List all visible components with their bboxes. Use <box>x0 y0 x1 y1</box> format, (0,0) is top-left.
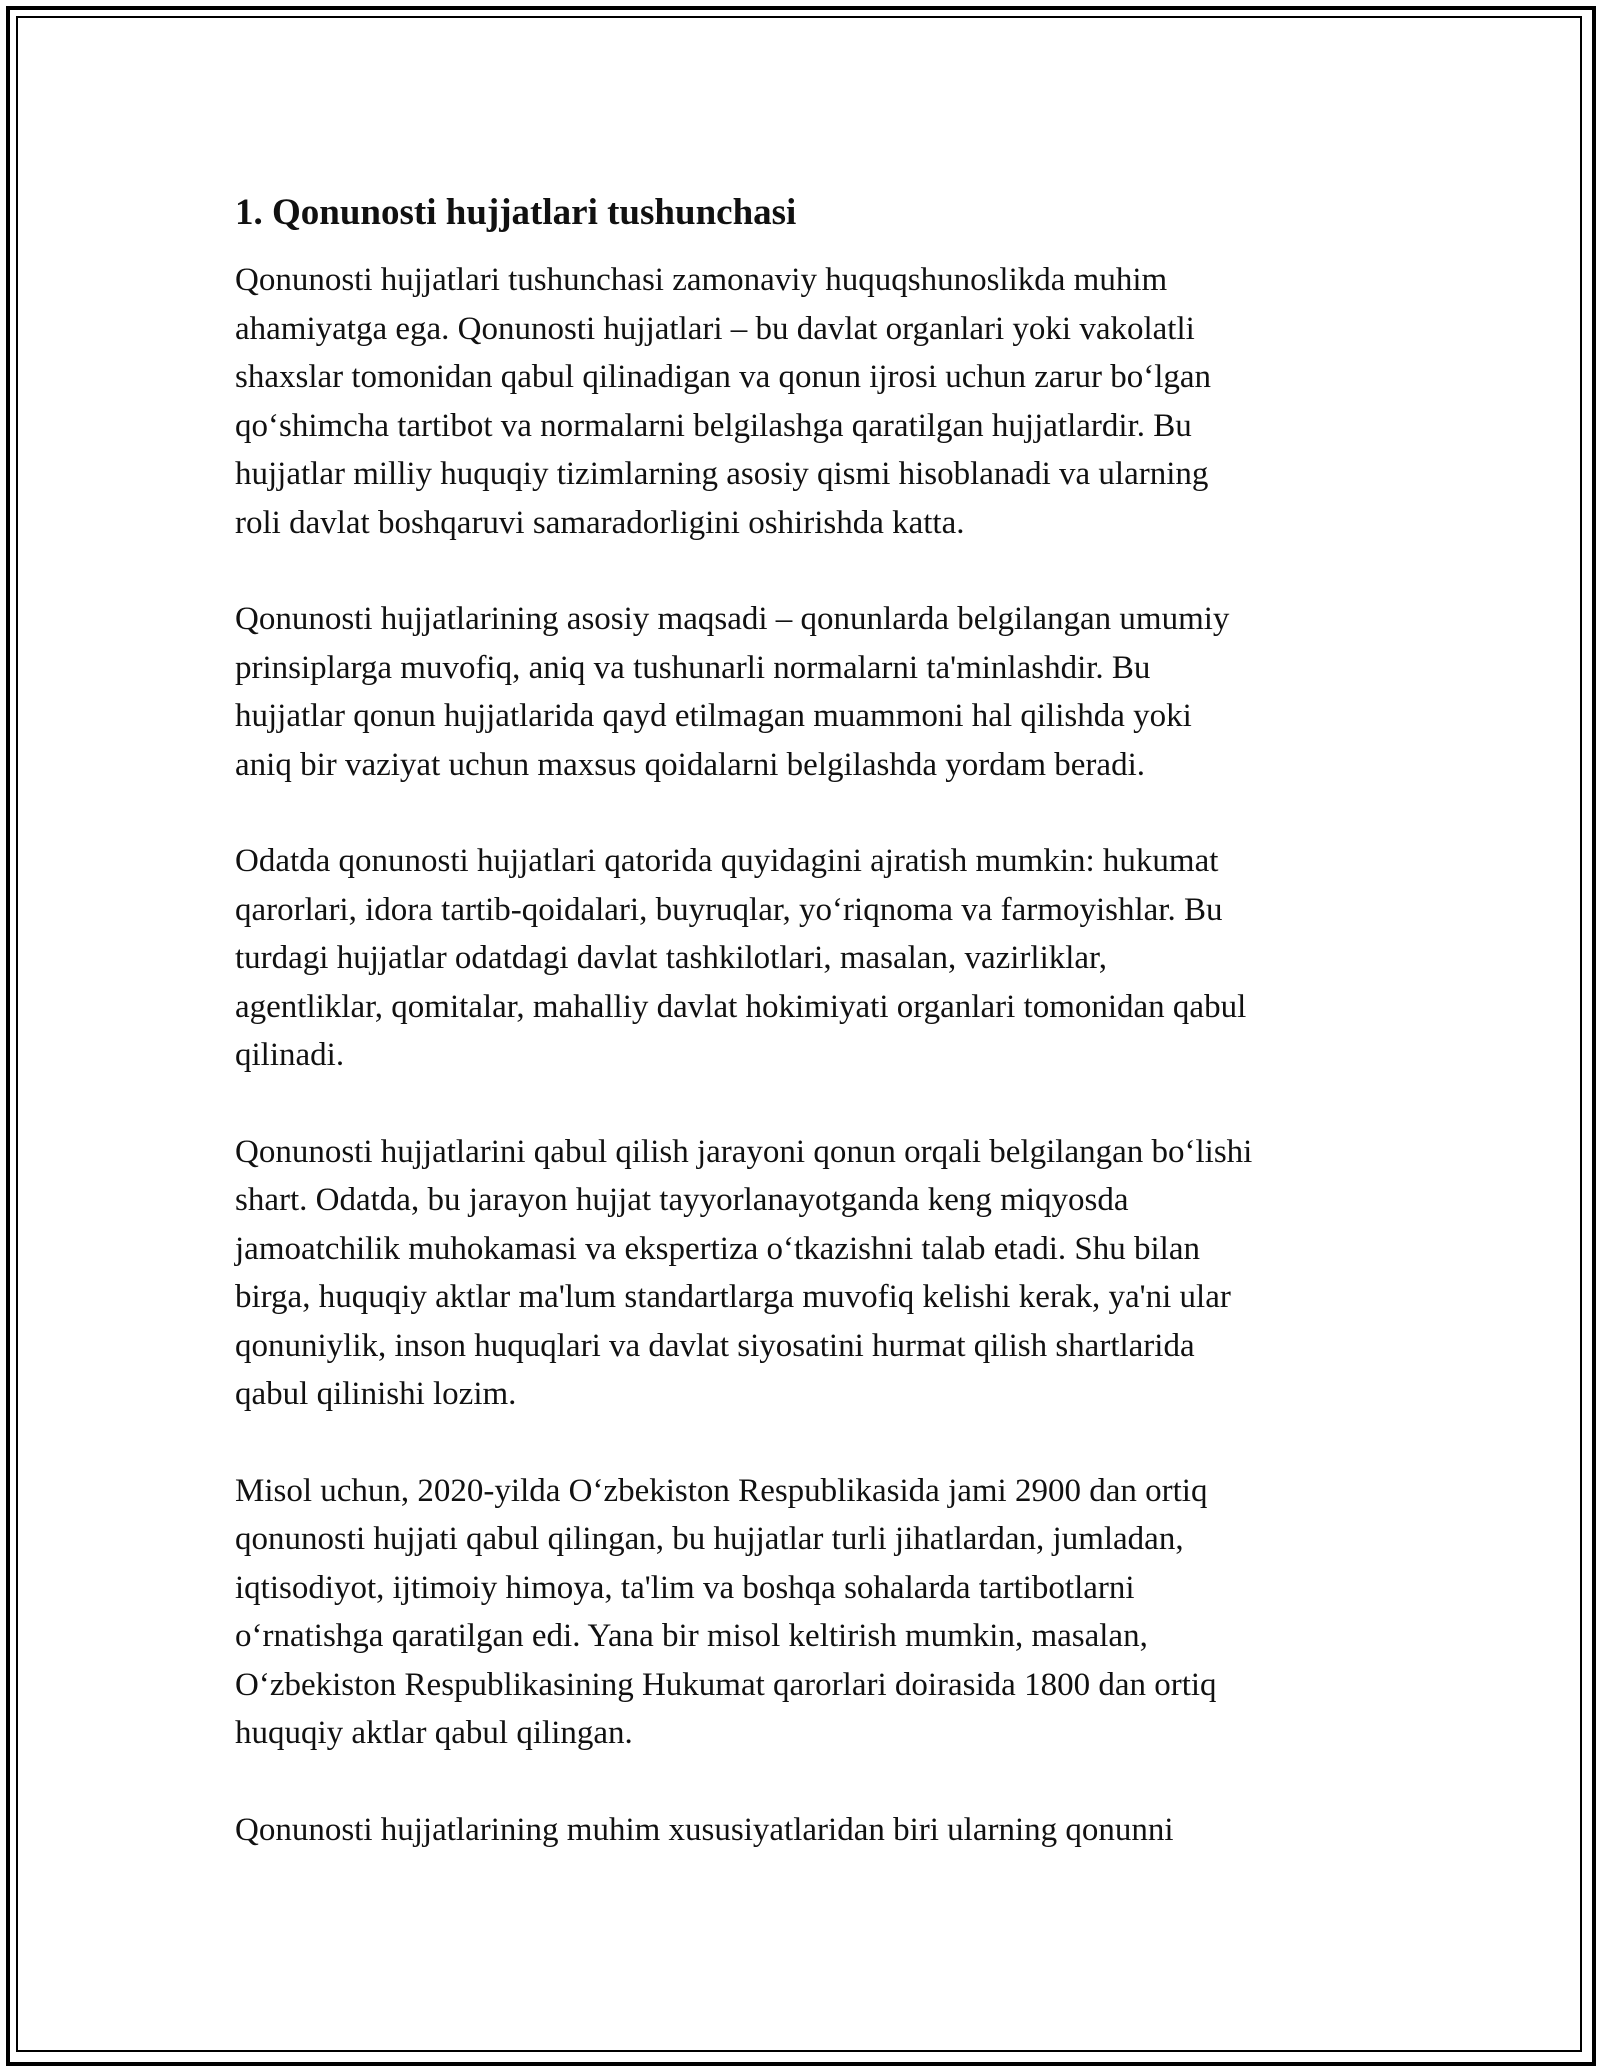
text-line: shaxslar tomonidan qabul qilinadigan va qonun ijrosi uchun zarur bo‘lgan <box>235 359 1212 395</box>
text-line: roli davlat boshqaruvi samaradorligini oshirishda katta. <box>235 504 965 541</box>
document-body <box>235 188 1385 1902</box>
section-heading: 1. Qonunosti hujjatlari tushunchasi <box>235 192 797 233</box>
text-line: prinsiplarga muvofiq, aniq va tushunarli normalarni ta'minlashdir. Bu <box>235 649 1151 686</box>
text-line: turdagi hujjatlar odatdagi davlat tashkilotlari, masalan, vazirliklar, <box>235 940 1107 976</box>
paragraph-5 <box>235 1467 1385 1758</box>
text-line: qonunosti hujjati qabul qilingan, bu hujjatlar turli jihatlardan, jumladan, <box>235 1521 1184 1557</box>
text-line: iqtisodiyot, ijtimoiy himoya, ta'lim va boshqa sohalarda tartibotlarni <box>235 1569 1135 1606</box>
text-line: hujjatlar milliy huquqiy tizimlarning asosiy qismi hisoblanadi va ularning <box>235 456 1209 492</box>
text-line: o‘rnatishga qaratilgan edi. Yana bir misol keltirish mumkin, masalan, <box>235 1618 1148 1654</box>
paragraph-6 <box>235 1806 1385 1855</box>
text-line: aniq bir vaziyat uchun maxsus qoidalarni belgilashda yordam beradi. <box>235 746 1145 783</box>
text-line: Qonunosti hujjatlari tushunchasi zamonaviy huquqshunoslikda muhim <box>235 262 1168 298</box>
text-line: huquqiy aktlar qabul qilingan. <box>235 1715 633 1751</box>
text-line: jamoatchilik muhokamasi va ekspertiza o‘tkazishni talab etadi. Shu bilan <box>235 1230 1200 1267</box>
text-line: Qonunosti hujjatlarini qabul qilish jarayoni qonun orqali belgilangan bo‘lishi <box>235 1133 1253 1170</box>
paragraph-3 <box>235 837 1385 1080</box>
text-line: qarorlari, idora tartib-qoidalari, buyruqlar, yo‘riqnoma va farmoyishlar. Bu <box>235 891 1223 928</box>
text-line: qilinadi. <box>235 1037 345 1073</box>
text-line: birga, huquqiy aktlar ma'lum standartlarga muvofiq kelishi kerak, ya'ni ular <box>235 1279 1231 1315</box>
text-line: agentliklar, qomitalar, mahalliy davlat hokimiyati organlari tomonidan qabul <box>235 988 1247 1025</box>
text-line: qabul qilinishi lozim. <box>235 1376 517 1412</box>
paragraph-4 <box>235 1128 1385 1419</box>
text-line: ahamiyatga ega. Qonunosti hujjatlari – bu davlat organlari yoki vakolatli <box>235 310 1195 347</box>
paragraph-1 <box>235 256 1385 547</box>
text-line: qonuniylik, inson huquqlari va davlat siyosatini hurmat qilish shartlarida <box>235 1327 1195 1364</box>
text-line: O‘zbekiston Respublikasining Hukumat qarorlari doirasida 1800 dan ortiq <box>235 1666 1217 1703</box>
text-line: hujjatlar qonun hujjatlarida qayd etilmagan muammoni hal qilishda yoki <box>235 698 1192 734</box>
text-line: Qonunosti hujjatlarining asosiy maqsadi – qonunlarda belgilangan umumiy <box>235 601 1230 637</box>
text-line: Odatda qonunosti hujjatlari qatorida quyidagini ajratish mumkin: hukumat <box>235 843 1219 879</box>
text-line: Misol uchun, 2020-yilda O‘zbekiston Respublikasida jami 2900 dan ortiq <box>235 1472 1208 1509</box>
text-line: qo‘shimcha tartibot va normalarni belgilashga qaratilgan hujjatlardir. Bu <box>235 407 1192 444</box>
text-line: Qonunosti hujjatlarining muhim xususiyatlaridan biri ularning qonunni <box>235 1811 1174 1848</box>
paragraph-2 <box>235 595 1385 789</box>
text-line: shart. Odatda, bu jarayon hujjat tayyorlanayotganda keng miqyosda <box>235 1182 1129 1218</box>
